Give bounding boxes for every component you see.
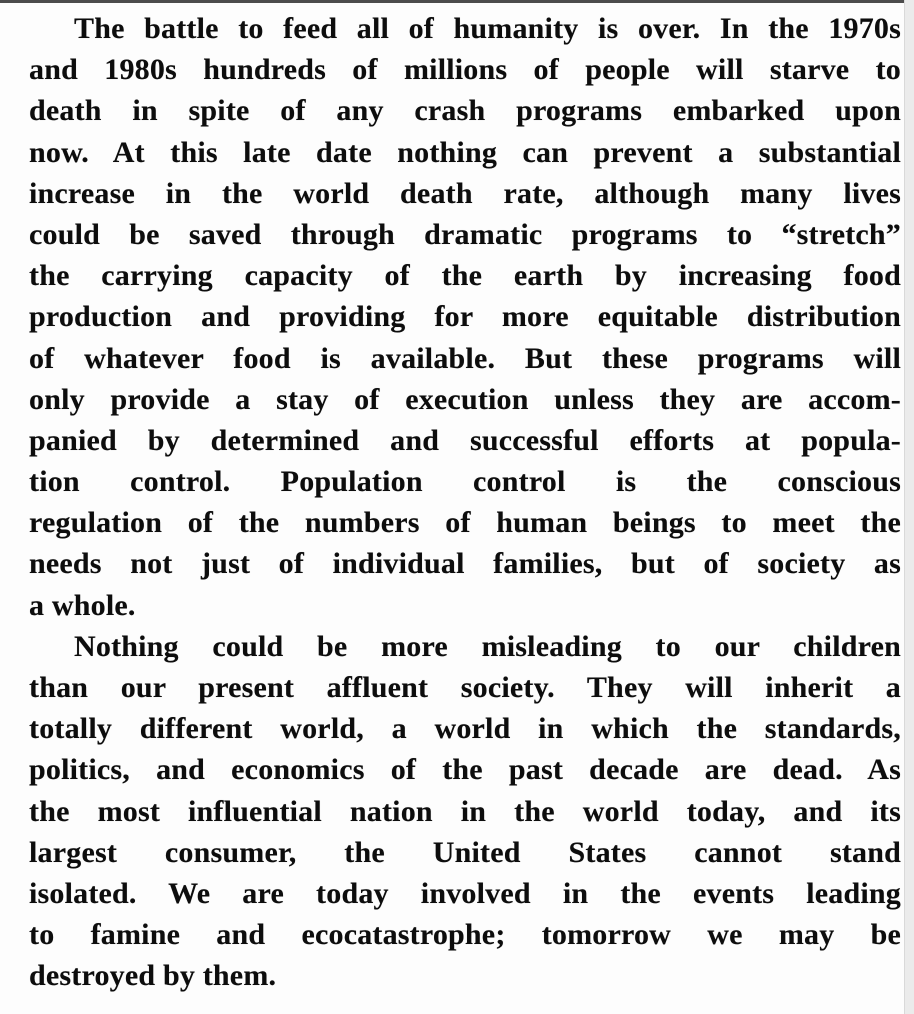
text-line: Nothing could be more misleading to our children [74, 629, 901, 663]
text-line: the carrying capacity of the earth by increasing food [29, 259, 901, 293]
paragraph [29, 8, 901, 626]
text-line: politics, and economics of the past decade are dead. As [29, 753, 901, 787]
text-line: of whatever food is available. But these programs will [29, 341, 901, 375]
paragraph [29, 626, 901, 997]
text-line: only provide a stay of execution unless they are accom- [29, 382, 901, 416]
text-line: could be saved through dramatic programs to “stretch” [29, 217, 901, 251]
text-line: and 1980s hundreds of millions of people will starve to [29, 53, 901, 87]
page-text-block [29, 8, 901, 997]
text-line: The battle to feed all of humanity is over. In the 1970s [74, 12, 901, 45]
text-line: than our present affluent society. They will inherit a [29, 671, 901, 704]
text-line: now. At this late date nothing can prevent a substantial [29, 135, 901, 169]
text-line: largest consumer, the United States cannot stand [29, 835, 901, 869]
text-line: increase in the world death rate, although many lives [29, 176, 901, 210]
text-line: death in spite of any crash programs embarked upon [29, 94, 901, 128]
text-line: destroyed by them. [29, 959, 277, 993]
text-line: the most influential nation in the world today, and its [29, 794, 901, 828]
text-line: isolated. We are today involved in the events leading [29, 876, 901, 910]
text-line: panied by determined and successful efforts at popula- [29, 423, 901, 457]
text-line: totally different world, a world in which the standards, [29, 712, 901, 746]
text-line: to famine and ecocatastrophe; tomorrow we may be [29, 918, 901, 952]
scan-edge-right-strip [904, 0, 914, 1014]
text-line: production and providing for more equitable distribution [29, 300, 901, 334]
text-line: regulation of the numbers of human beings to meet the [29, 506, 901, 540]
text-line: needs not just of individual families, but of society as [29, 547, 901, 581]
text-line: a whole. [29, 588, 136, 622]
scan-edge-top-line [0, 0, 905, 3]
text-line: tion control. Population control is the conscious [29, 465, 901, 499]
